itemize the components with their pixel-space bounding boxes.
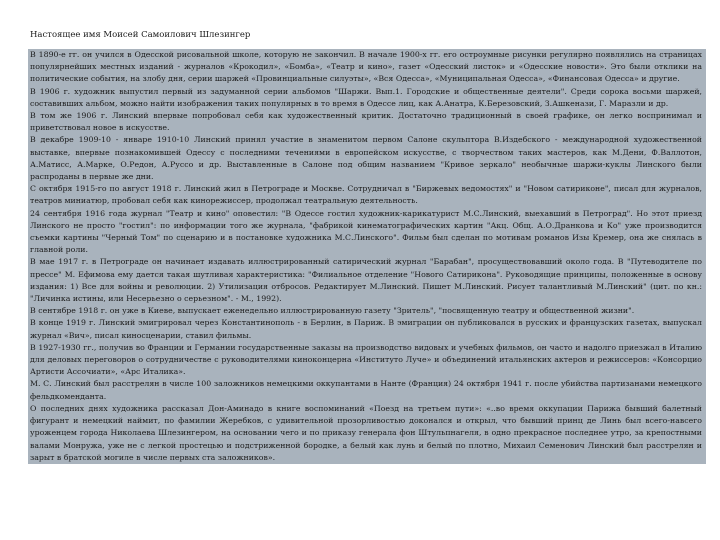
document-content (0, 20, 720, 538)
paragraph-don-aminado: О последних днях художника рассказал Дон-Аминадо в книге воспоминаний «Поезд на третьем пути»: «..во время оккупации Парижа бывший балетный фигурант и немецкий наймит, по фамилии Жеребков, с удивительной прозорливостью доконался и открыл, что бывший принц де Линь был всего-навсего уроженцем города Николаева Шлезингером, на основании чего и по приказу генерала фон Штульпнагеля, в одно прекрасное последнее утро, за крепостными валами Монружа, уже не с легкой простецью и подстриженной бородке, а белый как лунь и белый по плотно, Михаил Семенович Линский был расстрелян и зарыт в братской могиле в числе первых ста заложников». (30, 403, 702, 462)
paragraph-petrograd-moscow: С октября 1915-го по август 1918 г. Линский жил в Петрограде и Москве. Сотрудничал в "Биржевых ведомостях" и "Новом сатириконе", писал для журналов, театров миниатюр, пробовал себя как кинорежиссер, продолжал театральную деятельность. (30, 184, 702, 206)
paragraph-album-1906: В 1906 г. художник выпустил первый из задуманной серии альбомов "Шаржи. Вып.1. Городские и общественные деятели". Среди сорока восьми шаржей, составивших альбом, можно найти изображения таких популярных в то время в Одессе лиц, как А.Анатра, К.Березовский, З.Ашкенази, Г. Маразли и др. (30, 86, 702, 108)
paragraph-school-years: В 1890-е гг. он учился в Одесской рисовальной школе, которую не закончил. В начале 1900-х гг. его остроумные рисунки регулярно появлялись на страницах популярнейших местных изданий - журналов «Крокодил», «Бомба», «Театр и кино», газет «Одесский листок» и «Одесские новости». Это были отклики на политические события, на злобу дня, серии шаржей «Провинциальные силуэты», «Вся Одесса», «Муниципальная Одесса», «Финансовая Одесса» и другие. (30, 50, 702, 84)
paragraph-baraban-journal: В мае 1917 г. в Петрограде он начинает издавать иллюстрированный сатирический журнал "Барабан", просуществовавший около года. В "Путеводителе по прессе" М. Ефимова ему дается такая шутливая характеристика: "Филиальное отделение "Нового Сатирикона". Руководящие принципы, положенные в основу издания: 1) Все для войны и революции. 2) Утилизация отбросов. Редактирует М.Линский. Пишет М.Линский. Рисует талантливый М.Линский" (цит. по кн.: "Личинка истины, или Несерьезно о серьезном". - М., 1992). (30, 257, 702, 304)
paragraph-izdebsky-salon: В декабре 1909-10 - январе 1910-10 Линский принял участие в знаменитом первом Салоне скульптора В.Издебского - международной художественной выставке, впервые познакомившей Одессу с последними течениями в европейском искусстве, с творчеством таких мастеров, как М.Дени, Ф.Валлотон, А.Матисс, А.Марке, О.Редон, А.Руссо и др. Выставленные в Салоне под общим названием "Кривое зеркало" необычные шаржи-куклы Линского были распроданы в первые же дни. (30, 135, 702, 182)
paragraph-emigration: В конце 1919 г. Линский эмигрировал через Константинополь - в Берлин, в Париж. В эмиграции он публиковался в русских и французских газетах, выпускал журнал «Вич», писал киносценарии, ставил фильмы. (30, 318, 702, 340)
paragraph-italy-films: В 1927-1930 гг., получив во Франции и Германии государственные заказы на производство видовых и учебных фильмов, он часто и надолго приезжал в Италию для деловых переговоров о сотрудничестве с руководителями киноконцерна «Институто Луче» и объединений итальянских актеров и режиссеров: «Консорцио Артисти Ассочиати», «Арс Италика». (30, 342, 702, 377)
document-header: Настоящее имя Моисей Самоилович Шлезингер (30, 30, 251, 40)
paragraph-kiev-zritel: В сентябре 1918 г. он уже в Киеве, выпускает еженедельно иллюстрированную газету "Зритель", "посвященную театру и общественной жизни". (30, 306, 635, 316)
biography-text-block (28, 49, 706, 464)
paragraph-execution: М. С. Линский был расстрелян в числе 100 заложников немецкими оккупантами в Нанте (Франция) 24 октября 1941 г. после убийства партизанами немецкого фельдкоменданта. (30, 379, 702, 401)
paragraph-critic-1906: В том же 1906 г. Линский впервые попробовал себя как художественный критик. Достаточно традиционный в своей графике, он легко воспринимал и приветствовал новое в искусстве. (30, 111, 702, 133)
paragraph-black-tom-film: 24 сентября 1916 года журнал "Театр и кино" оповестил: "В Одессе гостил художник-карикатурист М.С.Линский, выехавший в Петроград". Но этот приезд Линского не просто "гостил": по информации того же журнала, "фабрикой кинематографических картин "Акц. Общ. А.О.Дранкова и Ко" уже производится съемки картины "Черный Том" по сценарию и в постановке художника М.С.Линского". Фильм был сделан по мотивам романов Изы Кремер, она же снялась в главной роли. (30, 208, 702, 255)
